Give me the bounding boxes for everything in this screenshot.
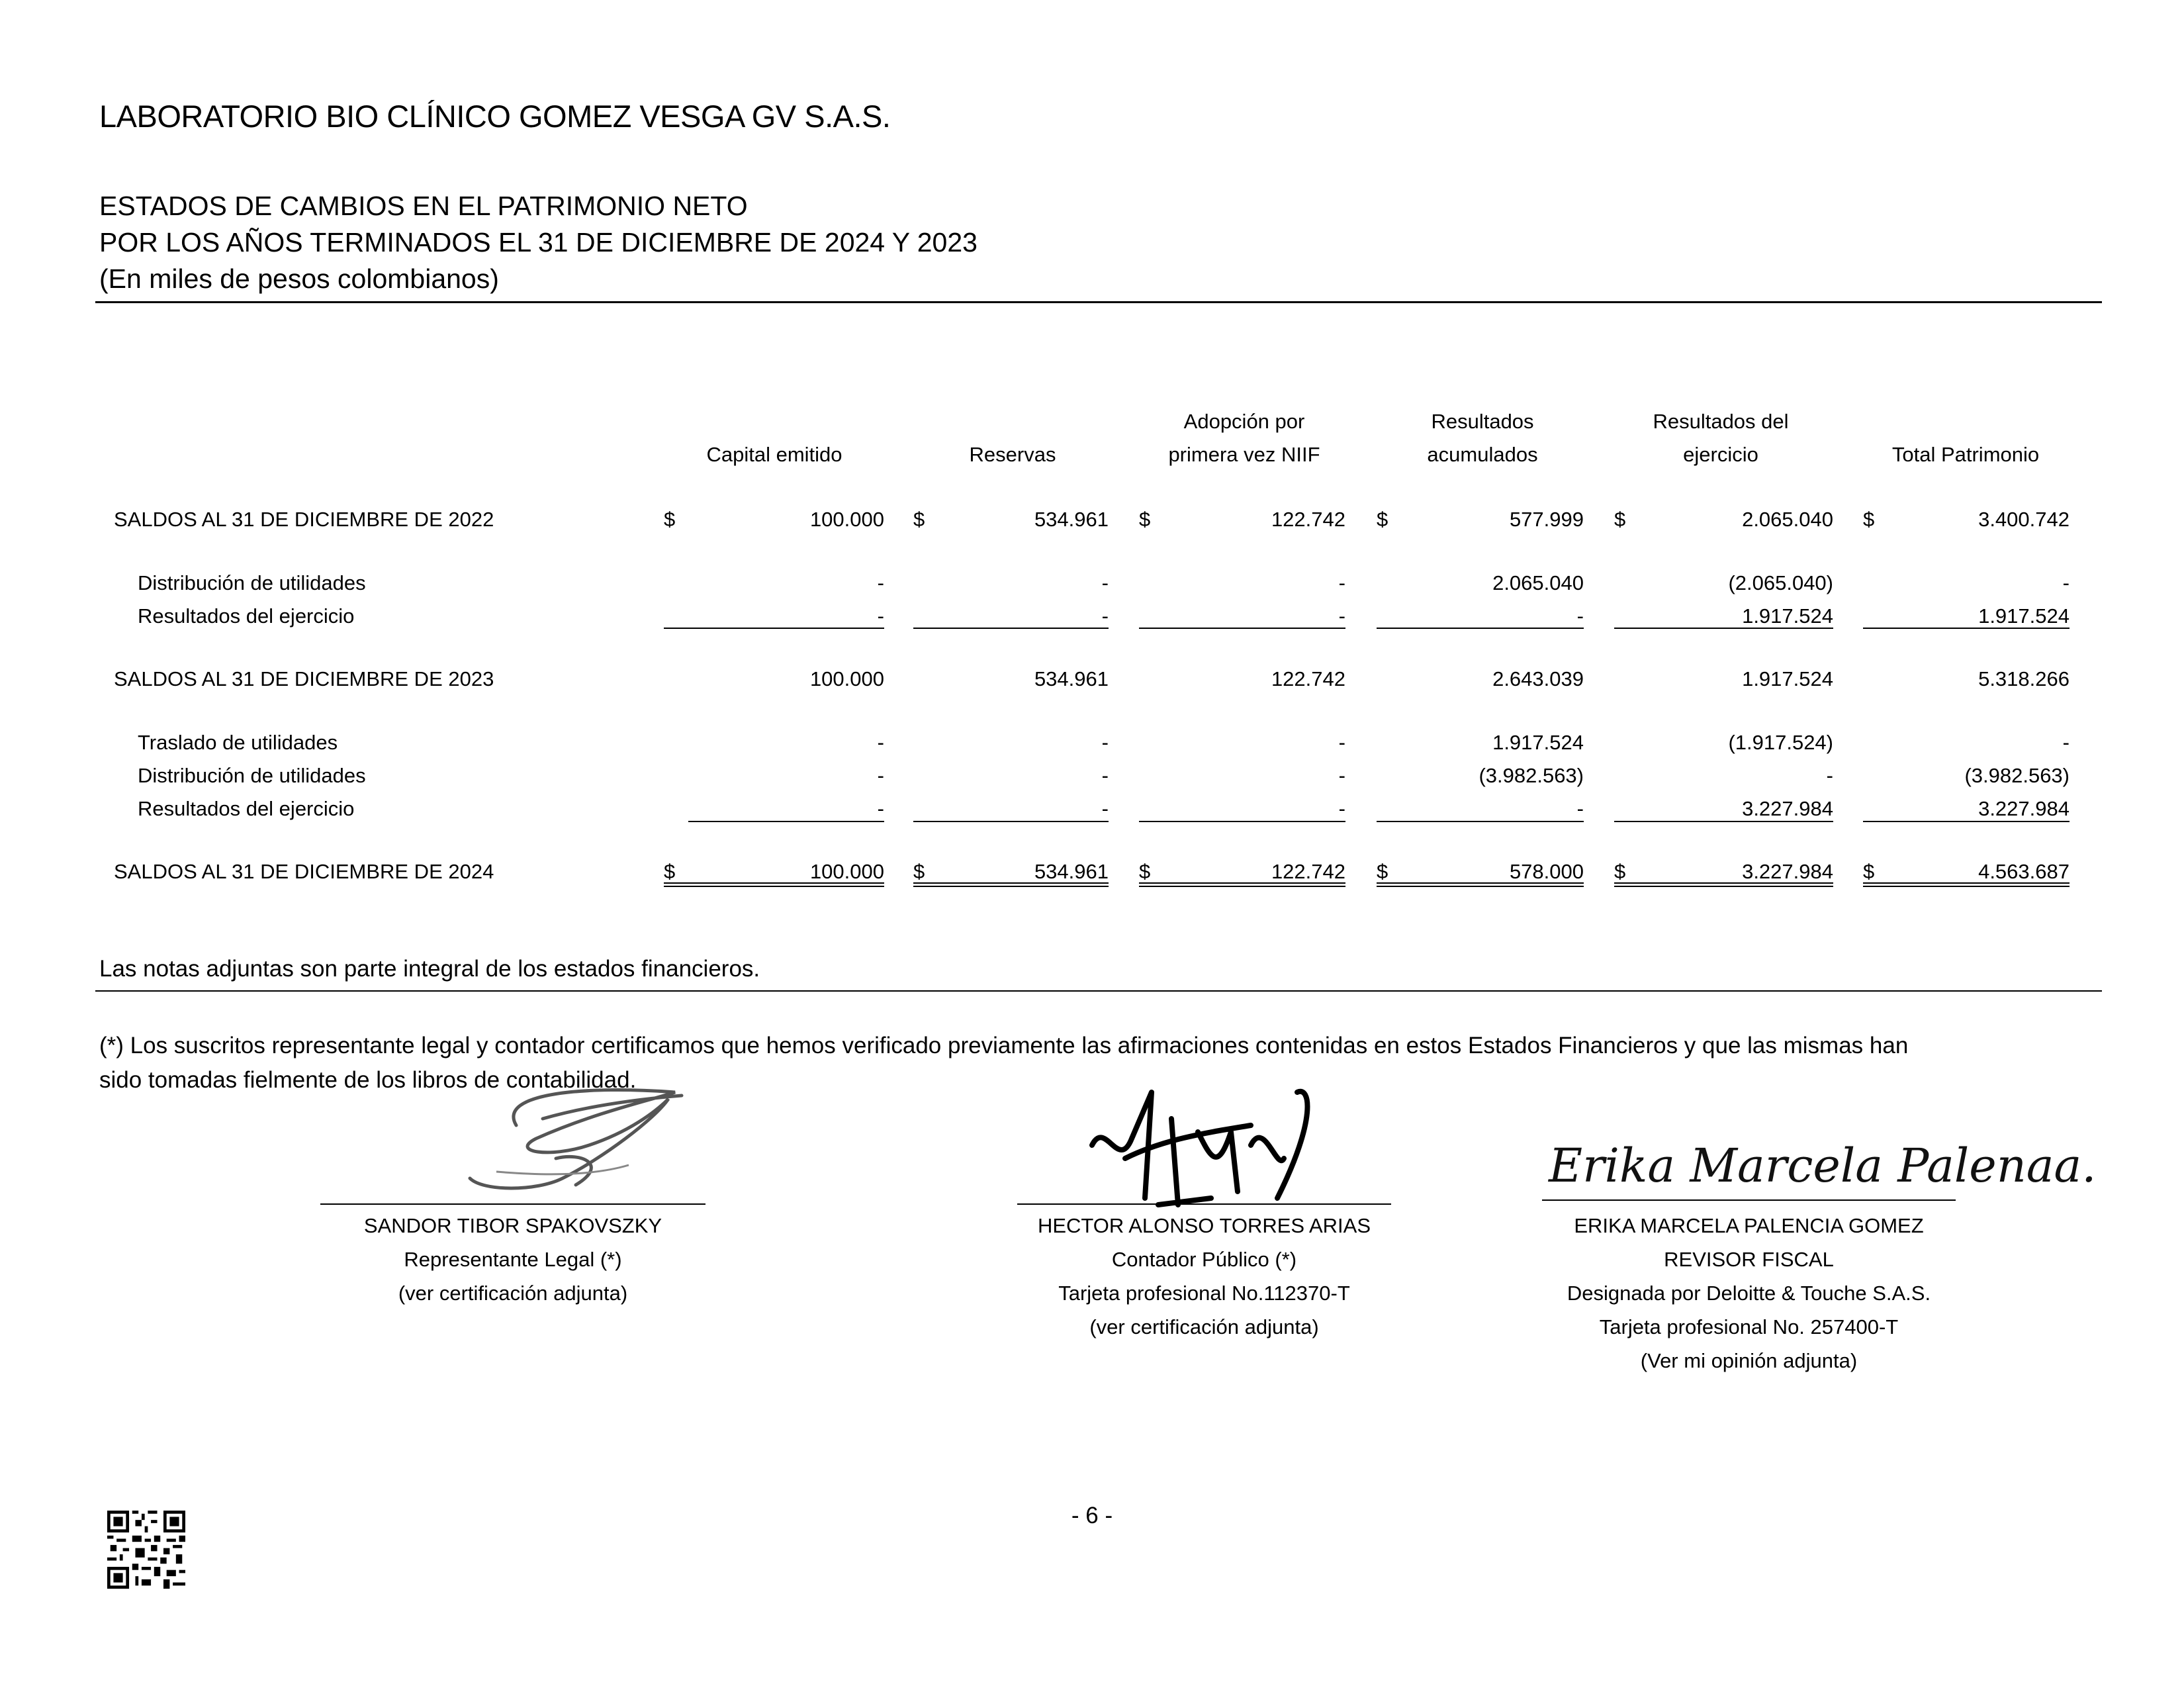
table-cell: 578.000	[1509, 860, 1584, 883]
statement-period: POR LOS AÑOS TERMINADOS EL 31 DE DICIEMBRE DE 2024 Y 2023	[99, 227, 978, 258]
currency-symbol: $	[1139, 508, 1151, 531]
currency-symbol: $	[1614, 860, 1626, 883]
currency-symbol: $	[913, 508, 925, 531]
row-label-traslado-utilidades: Traslado de utilidades	[138, 731, 338, 754]
col-header-adopcion-niif: Adopción por primera vez NIIF	[1168, 410, 1320, 466]
table-cell: 2.643.039	[1492, 667, 1584, 690]
table-cell: 100.000	[809, 860, 884, 883]
table-cell: -	[877, 764, 884, 787]
subtotal-underline	[1377, 821, 1584, 822]
table-cell: -	[1338, 731, 1345, 754]
signature-line	[1542, 1199, 1956, 1201]
signatory-fiscal-auditor	[1542, 1209, 1956, 1378]
currency-symbol: $	[913, 860, 925, 883]
table-cell: 1.917.524	[1742, 604, 1833, 628]
table-cell: -	[1576, 797, 1584, 820]
subtotal-underline	[1863, 628, 2070, 629]
table-cell: -	[1101, 764, 1109, 787]
col-header-reservas: Reservas	[969, 443, 1056, 466]
table-cell: -	[1338, 604, 1345, 628]
page-number: - 6 -	[1071, 1503, 1113, 1528]
integral-notes-text: Las notas adjuntas son parte integral de los estados financieros.	[99, 956, 760, 982]
table-cell: 2.065.040	[1742, 508, 1833, 531]
signature-line	[1017, 1203, 1391, 1205]
table-cell: -	[1338, 571, 1345, 594]
subtotal-underline	[1377, 628, 1584, 629]
statement-title: ESTADOS DE CAMBIOS EN EL PATRIMONIO NETO	[99, 191, 748, 221]
table-cell: 1.917.524	[1742, 667, 1833, 690]
certification-text-line2: sido tomadas fielmente de los libros de contabilidad.	[99, 1067, 637, 1093]
table-cell: -	[2062, 571, 2070, 594]
subtotal-underline	[664, 628, 884, 629]
currency-symbol: $	[1377, 860, 1388, 883]
row-label-saldos-2023: SALDOS AL 31 DE DICIEMBRE DE 2023	[114, 667, 494, 690]
subtotal-underline	[1614, 821, 1833, 822]
row-label-saldos-2022: SALDOS AL 31 DE DICIEMBRE DE 2022	[114, 508, 494, 531]
table-cell: 1.917.524	[1978, 604, 2070, 628]
table-cell: 3.227.984	[1742, 860, 1833, 883]
table-cell: 5.318.266	[1978, 667, 2070, 690]
total-double-underline	[1139, 882, 1345, 887]
total-double-underline	[913, 882, 1109, 887]
header-divider	[95, 301, 2102, 303]
row-label-distribucion-utilidades: Distribución de utilidades	[138, 571, 366, 594]
table-cell: 100.000	[809, 667, 884, 690]
row-label-resultados-ejercicio: Resultados del ejercicio	[138, 604, 355, 628]
signatory-legal-representative	[320, 1209, 705, 1310]
col-header-capital: Capital emitido	[706, 443, 842, 466]
currency-note: (En miles de pesos colombianos)	[99, 263, 499, 294]
row-label-resultados-ejercicio: Resultados del ejercicio	[138, 797, 355, 820]
signatory-name: SANDOR TIBOR SPAKOVSZKY	[363, 1214, 662, 1237]
signatory-role: Representante Legal (*)	[404, 1248, 622, 1271]
table-cell: 1.917.524	[1492, 731, 1584, 754]
signatory-detail: (ver certificación adjunta)	[398, 1282, 628, 1305]
table-cell: (2.065.040)	[1728, 571, 1833, 594]
signatory-detail: Tarjeta profesional No.112370-T	[1058, 1282, 1350, 1305]
total-double-underline	[1614, 882, 1833, 887]
table-cell: 3.227.984	[1978, 797, 2070, 820]
table-cell: 4.563.687	[1978, 860, 2070, 883]
table-cell: -	[877, 797, 884, 820]
table-cell: -	[877, 731, 884, 754]
certification-text-line1: (*) Los suscritos representante legal y contador certificamos que hemos verificado previamente las afirmaciones contenidas en estos Estados Financieros y que las mismas han	[99, 1033, 1909, 1058]
table-cell: 3.400.742	[1978, 508, 2070, 531]
signature-line	[320, 1203, 705, 1205]
currency-symbol: $	[664, 860, 676, 883]
subtotal-underline	[913, 821, 1109, 822]
subtotal-underline	[1139, 628, 1345, 629]
table-cell: -	[1576, 604, 1584, 628]
col-header-resultados-ejercicio: Resultados del ejercicio	[1653, 410, 1789, 466]
signature-legal-representative	[457, 1079, 695, 1205]
notes-divider	[95, 990, 2102, 992]
table-cell: -	[1101, 731, 1109, 754]
signatory-detail: Designada por Deloitte & Touche S.A.S.	[1567, 1282, 1931, 1305]
total-double-underline	[1377, 882, 1584, 887]
table-cell: 122.742	[1271, 860, 1345, 883]
table-cell: 577.999	[1509, 508, 1584, 531]
signatory-detail: (Ver mi opinión adjunta)	[1640, 1349, 1858, 1372]
table-cell: 122.742	[1271, 667, 1345, 690]
table-cell: -	[1101, 571, 1109, 594]
table-cell: 100.000	[809, 508, 884, 531]
currency-symbol: $	[1377, 508, 1388, 531]
table-cell: -	[1338, 764, 1345, 787]
subtotal-underline	[913, 628, 1109, 629]
row-label-distribucion-utilidades: Distribución de utilidades	[138, 764, 366, 787]
table-cell: (3.982.563)	[1479, 764, 1584, 787]
signatory-name: HECTOR ALONSO TORRES ARIAS	[1037, 1214, 1371, 1237]
currency-symbol: $	[1863, 508, 1875, 531]
col-header-resultados-acumulados: Resultados acumulados	[1427, 410, 1538, 466]
total-double-underline	[1863, 882, 2070, 887]
currency-symbol: $	[1863, 860, 1875, 883]
table-cell: (3.982.563)	[1964, 764, 2070, 787]
signatory-role: Contador Público (*)	[1111, 1248, 1297, 1271]
currency-symbol: $	[1139, 860, 1151, 883]
table-cell: -	[877, 604, 884, 628]
signatory-detail: Tarjeta profesional No. 257400-T	[1599, 1315, 1899, 1338]
table-cell: -	[1101, 797, 1109, 820]
table-cell: -	[1826, 764, 1833, 787]
table-cell: 534.961	[1034, 667, 1109, 690]
qr-code-icon	[107, 1511, 185, 1589]
subtotal-underline	[688, 821, 884, 822]
table-cell: -	[2062, 731, 2070, 754]
col-header-total-patrimonio: Total Patrimonio	[1891, 443, 2040, 466]
currency-symbol: $	[1614, 508, 1626, 531]
signatory-name: ERIKA MARCELA PALENCIA GOMEZ	[1574, 1214, 1924, 1237]
table-cell: -	[1338, 797, 1345, 820]
signatory-accountant	[1017, 1209, 1391, 1344]
signatory-detail: (ver certificación adjunta)	[1089, 1315, 1319, 1338]
total-double-underline	[664, 882, 884, 887]
subtotal-underline	[1614, 628, 1833, 629]
table-cell: -	[1101, 604, 1109, 628]
table-cell: 2.065.040	[1492, 571, 1584, 594]
subtotal-underline	[1139, 821, 1345, 822]
company-name: LABORATORIO BIO CLÍNICO GOMEZ VESGA GV S.A.S.	[99, 99, 891, 134]
subtotal-underline	[1863, 821, 2070, 822]
table-cell: 122.742	[1271, 508, 1345, 531]
currency-symbol: $	[664, 508, 676, 531]
table-cell: 534.961	[1034, 508, 1109, 531]
table-cell: (1.917.524)	[1728, 731, 1833, 754]
table-cell: 534.961	[1034, 860, 1109, 883]
signature-fiscal-auditor: Erika Marcela Palenaa.	[1549, 1139, 2097, 1193]
table-cell: -	[877, 571, 884, 594]
table-cell: 3.227.984	[1742, 797, 1833, 820]
row-label-saldos-2024: SALDOS AL 31 DE DICIEMBRE DE 2024	[114, 860, 494, 883]
signatory-role: REVISOR FISCAL	[1664, 1248, 1834, 1271]
